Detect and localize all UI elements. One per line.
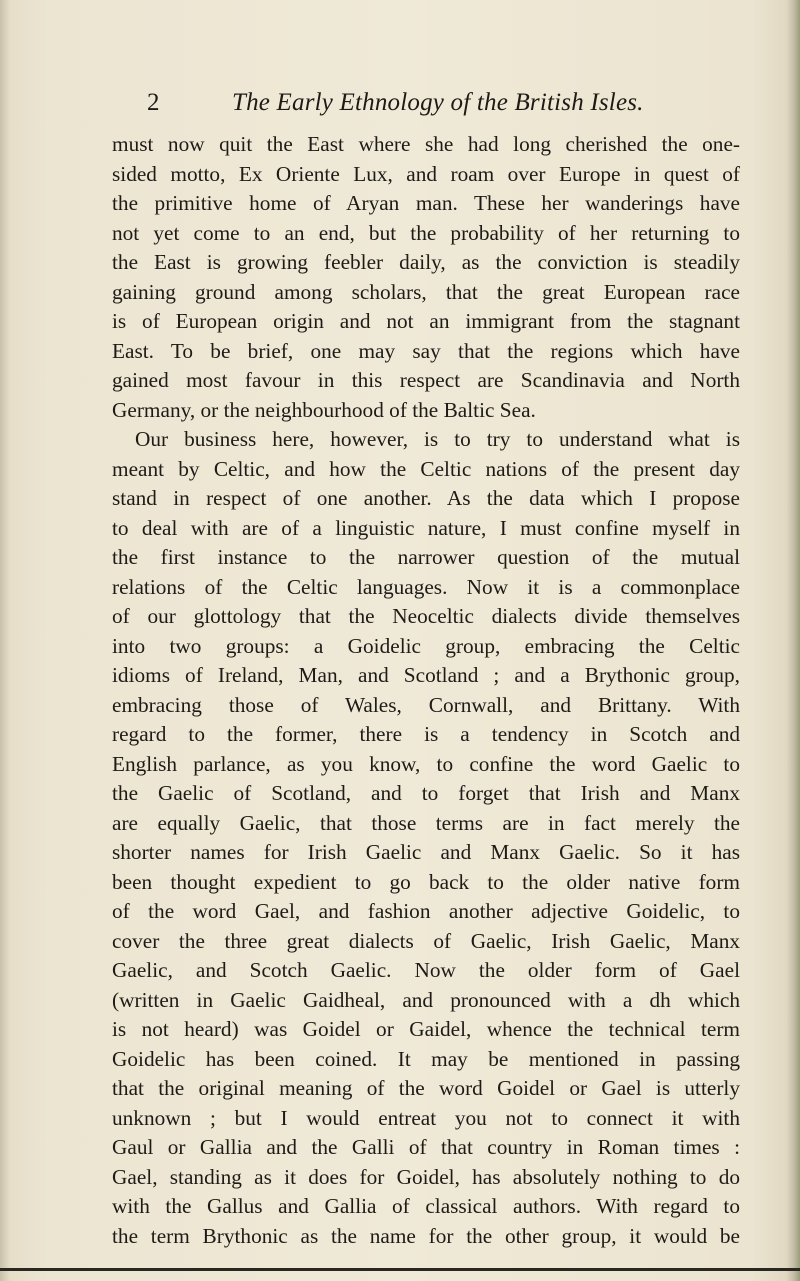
text-line: the first instance to the narrower question of the mutual: [112, 545, 740, 569]
text-line: relations of the Celtic languages. Now it is a commonplace: [112, 574, 740, 599]
gutter-shadow: [0, 0, 10, 1281]
text-line: (written in Gaelic Gaidheal, and pronounced with a dh which: [112, 987, 740, 1012]
text-line: of our glottology that the Neoceltic dialects divide themselves: [112, 604, 740, 628]
text-line: regard to the former, there is a tendency in Scotch and: [112, 722, 740, 746]
running-head: [0, 88, 800, 122]
text-line: Gaul or Gallia and the Galli of that country in Roman times :: [112, 1135, 740, 1159]
running-title: The Early Ethnology of the British Isles.: [232, 89, 644, 116]
text-line: the Gaelic of Scotland, and to forget that Irish and Manx: [112, 781, 740, 805]
text-line: been thought expedient to go back to the older native form: [112, 869, 740, 894]
text-line: East. To be brief, one may say that the regions which have: [112, 338, 740, 363]
text-line: Gael, standing as it does for Goidel, has absolutely nothing to do: [112, 1164, 740, 1189]
text-line: sided motto, Ex Oriente Lux, and roam over Europe in quest of: [112, 161, 740, 186]
text-line: cover the three great dialects of Gaelic, Irish Gaelic, Manx: [112, 928, 740, 953]
text-line: embracing those of Wales, Cornwall, and Brittany. With: [112, 692, 740, 717]
text-line: stand in respect of one another. As the data which I propose: [112, 486, 740, 510]
text-line: of the word Gael, and fashion another adjective Goidelic, to: [112, 899, 740, 923]
text-line: that the original meaning of the word Goidel or Gael is utterly: [112, 1076, 740, 1100]
page-number: 2: [147, 89, 160, 116]
body-text: [112, 130, 740, 1251]
text-line: gaining ground among scholars, that the great European race: [112, 279, 740, 304]
text-line: is not heard) was Goidel or Gaidel, whence the technical term: [112, 1017, 740, 1041]
text-line: Gaelic, and Scotch Gaelic. Now the older form of Gael: [112, 958, 740, 982]
page-edge: [786, 0, 800, 1281]
text-line: is of European origin and not an immigrant from the stagnant: [112, 309, 740, 333]
text-line: the term Brythonic as the name for the other group, it would be: [112, 1223, 740, 1248]
bottom-scan-rule: [0, 1268, 800, 1271]
text-line: not yet come to an end, but the probability of her returning to: [112, 220, 740, 245]
text-line: shorter names for Irish Gaelic and Manx Gaelic. So it has: [112, 840, 740, 864]
text-line: must now quit the East where she had long cherished the one-: [112, 132, 740, 156]
text-line: Goidelic has been coined. It may be mentioned in passing: [112, 1046, 740, 1071]
text-line: are equally Gaelic, that those terms are in fact merely the: [112, 810, 740, 835]
text-line: idioms of Ireland, Man, and Scotland ; and a Brythonic group,: [112, 663, 740, 687]
text-line: Our business here, however, is to try to understand what is: [135, 427, 740, 451]
text-line: English parlance, as you know, to confine the word Gaelic to: [112, 751, 740, 776]
text-line: unknown ; but I would entreat you not to connect it with: [112, 1105, 740, 1130]
text-line: into two groups: a Goidelic group, embracing the Celtic: [112, 633, 740, 658]
text-line: gained most favour in this respect are Scandinavia and North: [112, 368, 740, 392]
text-line: the primitive home of Aryan man. These her wanderings have: [112, 191, 740, 215]
text-line: with the Gallus and Gallia of classical authors. With regard to: [112, 1194, 740, 1218]
text-line: the East is growing feebler daily, as the conviction is steadily: [112, 250, 740, 274]
text-line: Germany, or the neighbourhood of the Baltic Sea.: [112, 397, 536, 422]
text-line: to deal with are of a linguistic nature, I must confine myself in: [112, 515, 740, 540]
text-line: meant by Celtic, and how the Celtic nations of the present day: [112, 456, 740, 481]
